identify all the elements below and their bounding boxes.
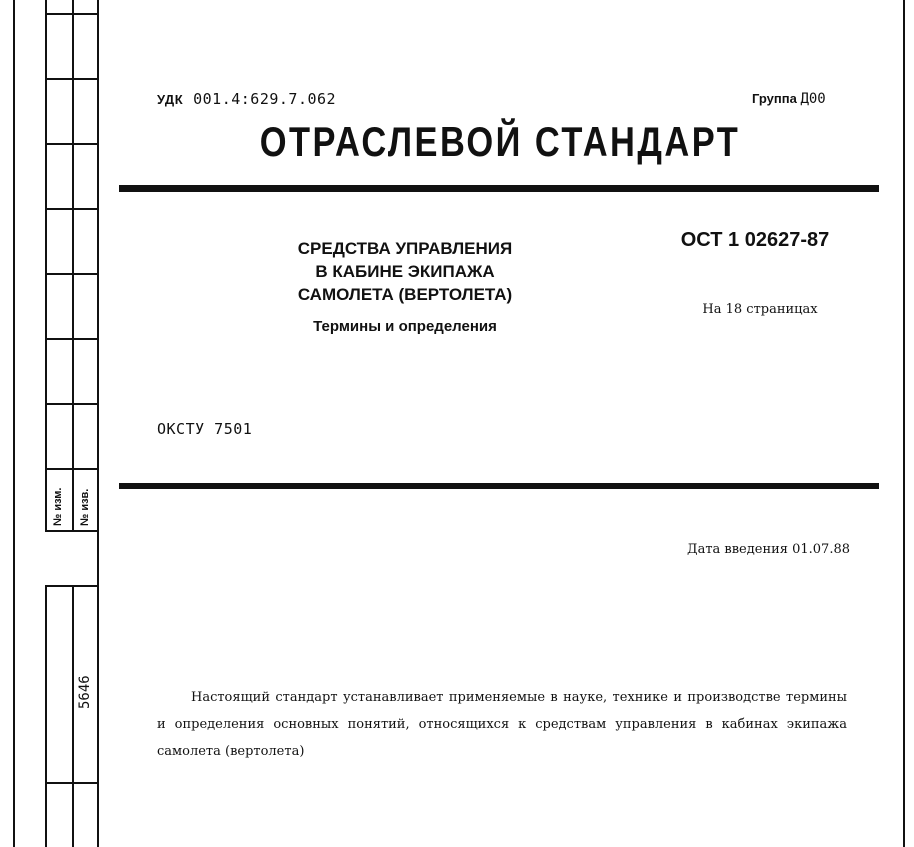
terms-label: Термины и определения	[313, 318, 497, 335]
section-rule	[119, 483, 879, 489]
page-count: На 18 страницах	[702, 302, 818, 317]
udk-code: 001.4:629.7.062	[193, 90, 337, 108]
group-label: Группа	[752, 91, 797, 106]
subject-line-1: СРЕДСТВА УПРАВЛЕНИЯ	[297, 239, 513, 258]
scope-text: Настоящий стандарт устанавливает применяемые в науке, технике и производстве термины и определения основных понятий, относящихся к средствам управления в кабинах экипажа самолета (вертолета)	[157, 690, 847, 759]
udk-label: УДК	[157, 92, 184, 107]
strip-row-3	[45, 143, 98, 145]
group-code: Д00	[800, 91, 826, 107]
title-rule	[119, 185, 879, 192]
strip-row-5	[45, 273, 98, 275]
strip-outer-left	[13, 0, 15, 847]
izv-label: № изв.	[79, 488, 91, 526]
strip-row-1	[45, 13, 98, 15]
strip-line-c	[97, 0, 99, 847]
document-subject	[245, 237, 565, 306]
strip-row-2	[45, 78, 98, 80]
subject-line-3: САМОЛЕТА (ВЕРТОЛЕТА)	[297, 285, 513, 304]
page-right-edge	[903, 0, 905, 847]
strip-lower-left	[45, 585, 47, 847]
standard-number: ОСТ 1 02627-87	[680, 229, 830, 251]
strip-row-6	[45, 338, 98, 340]
subject-line-2: В КАБИНЕ ЭКИПАЖА	[315, 262, 495, 281]
group-line	[752, 91, 826, 107]
izm-label: № изм.	[52, 487, 64, 526]
strip-row-9	[45, 530, 98, 532]
strip-row-4	[45, 208, 98, 210]
strip-row-7	[45, 403, 98, 405]
strip-lower-mid	[72, 585, 74, 847]
strip-lower-row	[45, 782, 98, 784]
scope-paragraph	[157, 684, 847, 765]
strip-row-8	[45, 468, 98, 470]
inventory-number: 5646	[77, 675, 93, 709]
okstu-code: ОКСТУ 7501	[157, 420, 253, 438]
strip-lower-top	[45, 585, 98, 587]
effective-date: Дата введения 01.07.88	[687, 542, 850, 557]
udk-line	[157, 90, 336, 108]
page-title: ОТРАСЛЕВОЙ СТАНДАРТ	[259, 118, 741, 165]
